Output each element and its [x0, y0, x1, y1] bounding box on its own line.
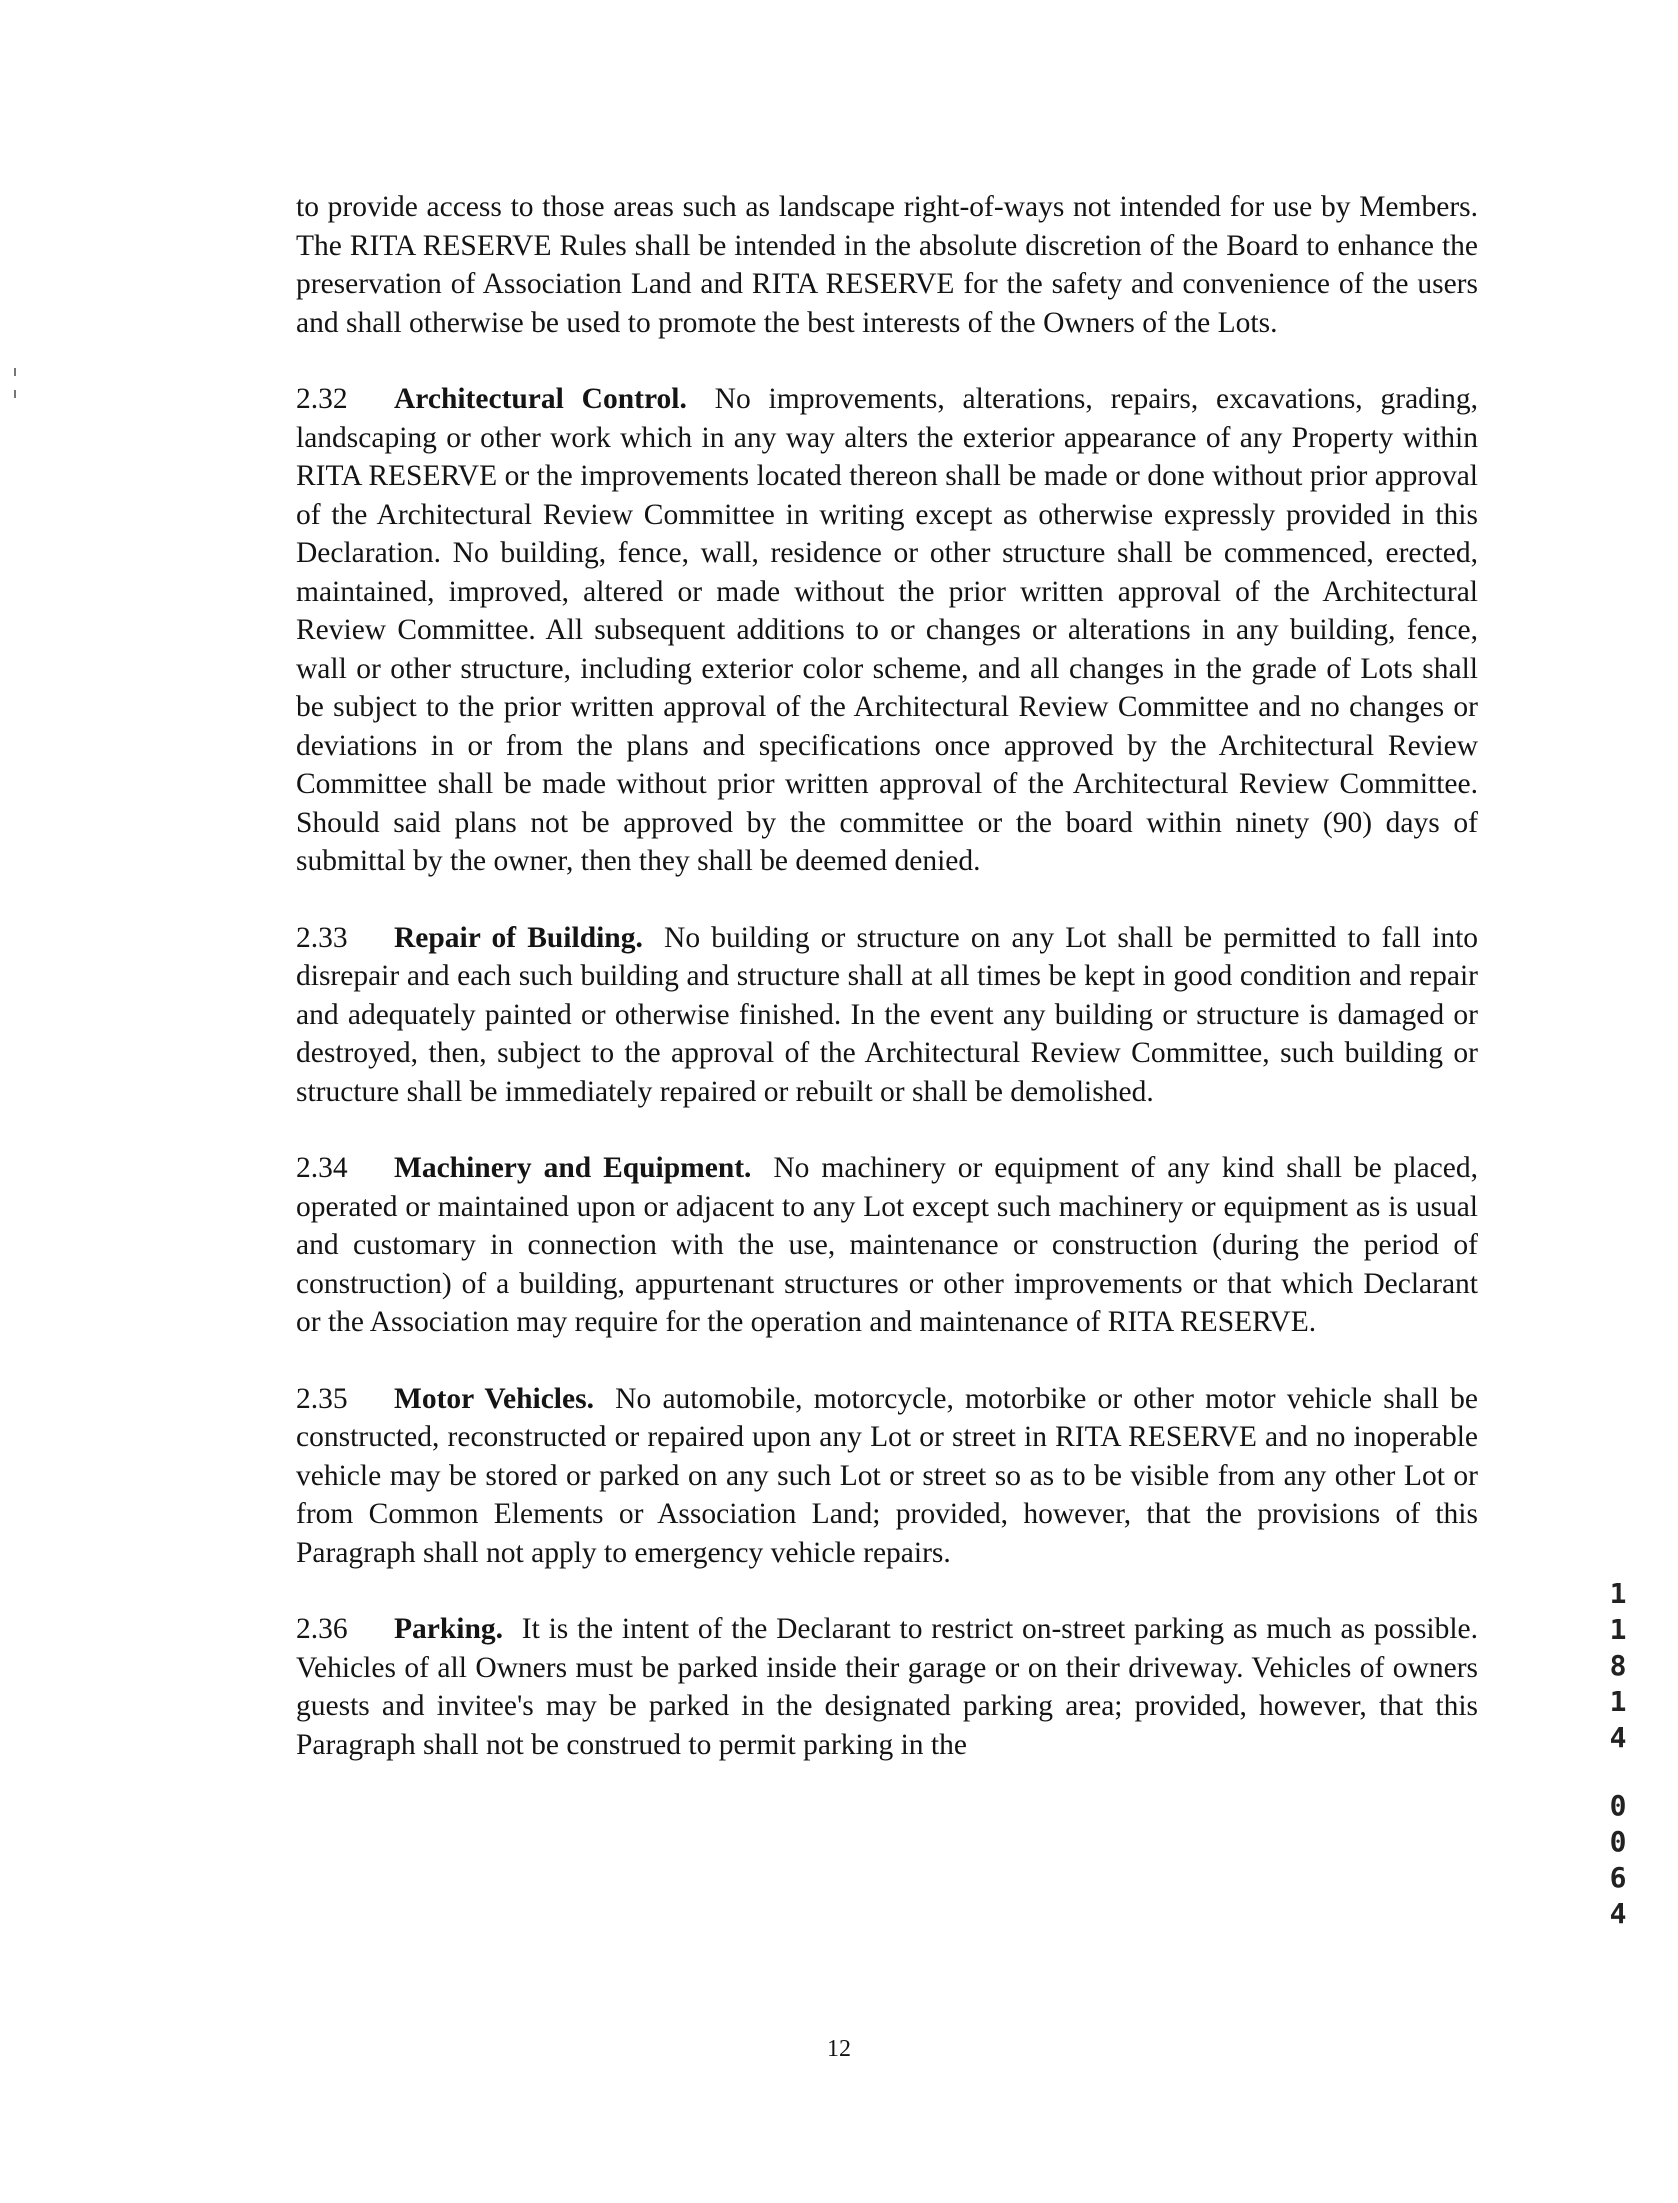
stamp-digit: 0	[1609, 1825, 1627, 1858]
stamp-digit: 0	[1609, 1789, 1627, 1822]
stamp-gap	[1598, 1756, 1638, 1788]
section-text: No building or structure on any Lot shall be permitted to fall into disrepair and each such building and structure shall at all times be kept in good condition and repair and adequately painted or otherwise finished. In the event any building or structure is damaged or destroyed, then, subject to the approval of the Architectural Review Committee, such building or structure shall be immediately repaired or rebuilt or shall be demolished.	[296, 921, 1479, 1108]
section-number: 2.34	[296, 1152, 348, 1184]
section-number: 2.32	[296, 383, 348, 415]
section-text: No machinery or equipment of any kind shall be placed, operated or maintained upon or adjacent to any Lot except such machinery or equipment as is usual and customary in connection with the use, maintenance or construction (during the period of construction) of a building, appurtenant structures or other improvements or that which Declarant or the Association may require for the operation and maintenance of RITA RESERVE.	[296, 1152, 1478, 1338]
section-heading: Parking.	[394, 1613, 503, 1645]
stamp-digit: 1	[1609, 1613, 1627, 1646]
section-number: 2.33	[296, 921, 348, 954]
stamp-digit: 4	[1609, 1721, 1627, 1754]
stamp-digit: 1	[1609, 1685, 1627, 1718]
intro-paragraph: to provide access to those areas such as landscape right-of-ways not intended for use by Members. The RITA RESERVE Rules shall be intended in the absolute discretion of the Board to enhance the preservation of Association Land and RITA RESERVE for the safety and convenience of the users and shall otherwise be used to promote the best interests of the Owners of the Lots.	[296, 191, 1478, 339]
section-2-35	[296, 1380, 1478, 1573]
section-heading: Motor Vehicles.	[394, 1382, 594, 1415]
stamp-digit: 8	[1609, 1649, 1627, 1682]
section-text: It is the intent of the Declarant to restrict on-street parking as much as possible. Vehicles of all Owners must be parked inside their garage or on their driveway. Vehicles of owners guests and invitee's may be parked in the designated parking area; provided, however, that this Paragraph shall not be construed to permit parking in the	[296, 1613, 1478, 1761]
stamp-digit: 1	[1609, 1577, 1627, 1610]
section-2-32	[296, 380, 1478, 881]
section-2-33	[296, 919, 1478, 1112]
stamp-digit: 6	[1609, 1861, 1627, 1894]
document-body	[296, 188, 1478, 1802]
section-number: 2.35	[296, 1382, 348, 1415]
stamp-digit: 4	[1609, 1897, 1627, 1930]
section-number: 2.36	[296, 1613, 348, 1645]
section-heading: Architectural Control.	[394, 383, 687, 415]
section-text: No automobile, motorcycle, motorbike or other motor vehicle shall be constructed, reconstructed or repaired upon any Lot or street in RITA RESERVE and no inoperable vehicle may be stored or parked on any such Lot or street so as to be visible from any other Lot or from Common Elements or Association Land; provided, however, that the provisions of this Paragraph shall not apply to emergency vehicle repairs.	[296, 1382, 1478, 1569]
section-heading: Repair of Building.	[394, 921, 643, 954]
margin-scan-marks	[14, 368, 16, 406]
section-2-36	[296, 1610, 1478, 1764]
page-number: 12	[827, 2036, 851, 2062]
section-heading: Machinery and Equipment.	[394, 1152, 752, 1184]
recording-stamp-number	[1598, 1576, 1638, 1932]
section-text: No improvements, alterations, repairs, excavations, grading, landscaping or other work which in any way alters the exterior appearance of any Property within RITA RESERVE or the improvements located thereon shall be made or done without prior approval of the Architectural Review Committee in writing except as otherwise expressly provided in this Declaration. No building, fence, wall, residence or other structure shall be commenced, erected, maintained, improved, altered or made without the prior written approval of the Architectural Review Committee. All subsequent additions to or changes or alterations in any building, fence, wall or other structure, including exterior color scheme, and all changes in the grade of Lots shall be subject to the prior written approval of the Architectural Review Committee and no changes or deviations in or from the plans and specifications once approved by the Architectural Review Committee shall be made without prior written approval of the Architectural Review Committee. Should said plans not be approved by the committee or the board within ninety (90) days of submittal by the owner, then they shall be deemed denied.	[296, 383, 1478, 877]
section-2-34	[296, 1149, 1478, 1342]
